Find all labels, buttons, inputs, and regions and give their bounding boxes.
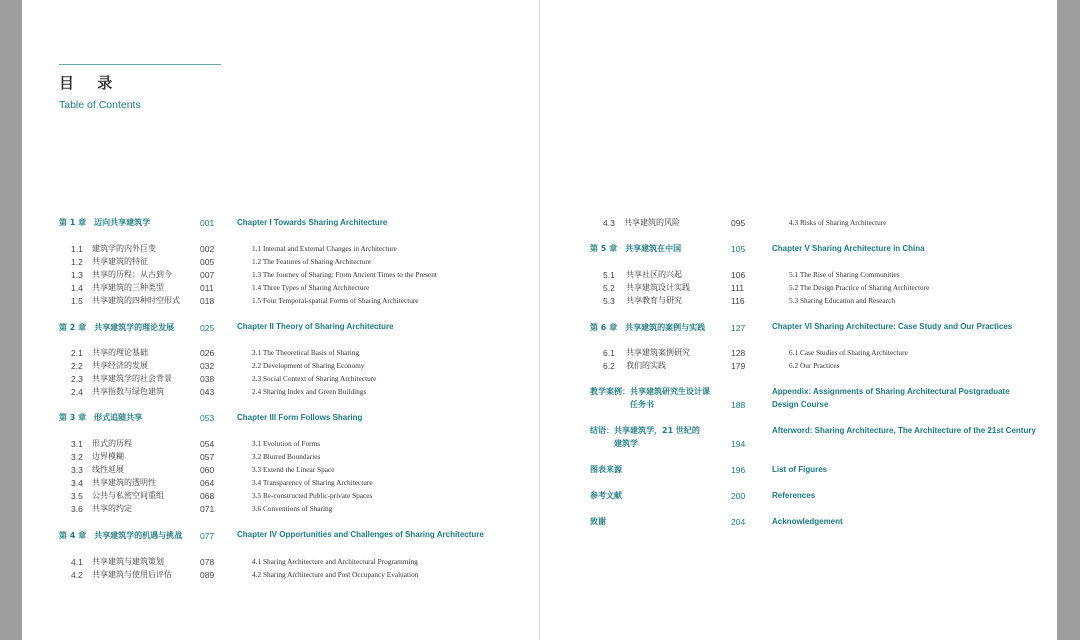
acknowledgement-title-cn[interactable]: 致谢 <box>590 517 606 526</box>
section-title-cn[interactable]: 共享建筑设计实践 <box>626 283 690 292</box>
section-title-en[interactable]: 4.3 Risks of Sharing Architecture <box>789 218 887 227</box>
chapter-title-en[interactable]: Chapter IV Opportunities and Challenges of Sharing Architecture <box>237 530 484 539</box>
book-spine <box>539 0 540 640</box>
section-title-cn[interactable]: 共享建筑的特征 <box>92 257 148 266</box>
chapter-page: 127 <box>731 323 746 333</box>
section-title-en[interactable]: 5.2 The Design Practice of Sharing Architecture <box>789 283 930 292</box>
acknowledgement-page: 204 <box>731 517 746 527</box>
chapter-title-en[interactable]: Chapter I Towards Sharing Architecture <box>237 218 388 227</box>
references-page: 200 <box>731 491 746 501</box>
section-title-en[interactable]: 5.3 Sharing Education and Research <box>789 296 895 305</box>
section-page: 011 <box>200 283 214 293</box>
afterword-title-cn-line2[interactable]: 建筑学 <box>614 439 638 448</box>
afterword-page: 194 <box>731 439 746 449</box>
left-page <box>22 0 539 640</box>
title-rule <box>59 64 221 65</box>
section-title-cn[interactable]: 共享经济的发展 <box>92 361 148 370</box>
section-title-en[interactable]: 3.2 Blurred Boundaries <box>252 452 321 461</box>
chapter-title-en[interactable]: Chapter V Sharing Architecture in China <box>772 244 925 253</box>
appendix-title-en-line2[interactable]: Design Course <box>772 400 829 409</box>
section-title-en[interactable]: 4.2 Sharing Architecture and Post Occupancy Evaluation <box>252 570 419 579</box>
section-title-cn[interactable]: 公共与私密空间重组 <box>92 491 164 500</box>
section-page: 018 <box>200 296 215 306</box>
section-number: 3.4 <box>71 478 83 488</box>
section-page: 089 <box>200 570 215 580</box>
section-page: 116 <box>731 296 745 306</box>
section-title-cn[interactable]: 共享建筑学的社会背景 <box>92 374 172 383</box>
section-number: 4.1 <box>71 557 83 567</box>
section-title-en[interactable]: 6.2 Our Practices <box>789 361 840 370</box>
section-title-en[interactable]: 2.4 Sharing Index and Green Buildings <box>252 387 367 396</box>
left-gutter <box>0 0 22 640</box>
section-title-cn[interactable]: 建筑学的内外巨变 <box>92 244 156 253</box>
section-page: 095 <box>731 218 746 228</box>
chapter-page: 001 <box>200 218 215 228</box>
section-title-cn[interactable]: 共享指数与绿色建筑 <box>92 387 164 396</box>
section-title-cn[interactable]: 边界模糊 <box>92 452 124 461</box>
chapter-page: 025 <box>200 323 215 333</box>
section-title-en[interactable]: 2.1 The Theoretical Basis of Sharing <box>252 348 360 357</box>
section-title-cn[interactable]: 共享建筑的风险 <box>624 218 680 227</box>
section-title-cn[interactable]: 共享建筑的三种类型 <box>92 283 164 292</box>
chapter-page: 053 <box>200 413 215 423</box>
section-number: 1.2 <box>71 257 83 267</box>
chapter-title-cn[interactable]: 第 5 章 共享建筑在中国 <box>590 244 682 253</box>
section-title-en[interactable]: 1.3 The Journey of Sharing: From Ancient Times to the Present <box>252 270 437 279</box>
section-page: 007 <box>200 270 215 280</box>
section-title-en[interactable]: 1.5 Four Temporal-spatial Forms of Sharing Architecture <box>252 296 419 305</box>
section-page: 179 <box>731 361 746 371</box>
section-title-en[interactable]: 3.4 Transparency of Sharing Architecture <box>252 478 373 487</box>
section-number: 2.1 <box>71 348 83 358</box>
section-title-cn[interactable]: 共享建筑与使用后评估 <box>92 570 172 579</box>
chapter-title-cn[interactable]: 第 1 章 迈向共享建筑学 <box>59 218 151 227</box>
section-number: 5.2 <box>603 283 615 293</box>
chapter-page: 077 <box>200 531 215 541</box>
section-title-en[interactable]: 2.3 Social Context of Sharing Architecture <box>252 374 377 383</box>
section-title-cn[interactable]: 共享建筑的透明性 <box>92 478 156 487</box>
section-title-cn[interactable]: 形式的历程 <box>92 439 132 448</box>
chapter-title-cn[interactable]: 第 2 章 共享建筑学的理论发展 <box>59 323 175 332</box>
appendix-page: 188 <box>731 400 746 410</box>
figures-title-cn[interactable]: 图表来源 <box>590 465 622 474</box>
afterword-title-en[interactable]: Afterword: Sharing Architecture, The Architecture of the 21st Century <box>772 426 1036 435</box>
section-title-en[interactable]: 3.5 Re-constructed Public-private Spaces <box>252 491 373 500</box>
section-page: 005 <box>200 257 215 267</box>
section-page: 032 <box>200 361 215 371</box>
chapter-title-cn[interactable]: 第 3 章 形式追随共享 <box>59 413 143 422</box>
chapter-title-en[interactable]: Chapter II Theory of Sharing Architecture <box>237 322 394 331</box>
section-page: 060 <box>200 465 215 475</box>
section-number: 1.1 <box>71 244 83 254</box>
section-title-cn[interactable]: 共享的历程：从古到今 <box>92 270 172 279</box>
section-number: 3.2 <box>71 452 83 462</box>
section-title-en[interactable]: 2.2 Development of Sharing Economy <box>252 361 365 370</box>
section-page: 043 <box>200 387 215 397</box>
section-page: 038 <box>200 374 215 384</box>
section-number: 3.3 <box>71 465 83 475</box>
section-title-en[interactable]: 6.1 Case Studies of Sharing Architecture <box>789 348 908 357</box>
appendix-title-cn-line2[interactable]: 任务书 <box>630 400 654 409</box>
figures-title-en[interactable]: List of Figures <box>772 465 828 474</box>
section-number: 5.1 <box>603 270 615 280</box>
appendix-title-cn[interactable]: 教学案例：共享建筑研究生设计课 <box>590 387 710 396</box>
section-number: 4.2 <box>71 570 83 580</box>
section-page: 057 <box>200 452 215 462</box>
figures-page: 196 <box>731 465 746 475</box>
section-title-cn[interactable]: 共享教育与研究 <box>626 296 682 305</box>
section-page: 068 <box>200 491 215 501</box>
chapter-title-en[interactable]: Chapter III Form Follows Sharing <box>237 413 363 422</box>
section-title-en[interactable]: 1.1 Internal and External Changes in Architecture <box>252 244 397 253</box>
section-title-cn[interactable]: 共享社区的兴起 <box>626 270 682 279</box>
section-number: 2.2 <box>71 361 83 371</box>
section-title-cn[interactable]: 线性延展 <box>92 465 124 474</box>
section-title-cn[interactable]: 共享的理论基础 <box>92 348 148 357</box>
right-gutter <box>1057 0 1080 640</box>
section-title-cn[interactable]: 共享建筑案例研究 <box>626 348 690 357</box>
section-number: 5.3 <box>603 296 615 306</box>
section-title-en[interactable]: 1.4 Three Types of Sharing Architecture <box>252 283 370 292</box>
appendix-title-en[interactable]: Appendix: Assignments of Sharing Architectural Postgraduate <box>772 387 1010 396</box>
section-page: 106 <box>731 270 746 280</box>
section-title-cn[interactable]: 共享建筑的四种时空形式 <box>92 296 180 305</box>
section-number: 1.5 <box>71 296 83 306</box>
section-title-en[interactable]: 3.1 Evolution of Forms <box>252 439 321 448</box>
section-number: 3.5 <box>71 491 83 501</box>
chapter-title-en[interactable]: Chapter VI Sharing Architecture: Case Study and Our Practices <box>772 322 1013 331</box>
section-title-en[interactable]: 4.1 Sharing Architecture and Architectural Programming <box>252 557 418 566</box>
section-title-en[interactable]: 3.3 Extend the Linear Space <box>252 465 335 474</box>
chapter-title-cn[interactable]: 第 6 章 共享建筑的案例与实践 <box>590 323 706 332</box>
afterword-title-cn[interactable]: 结语：共享建筑学，21 世纪的 <box>590 426 700 435</box>
right-page <box>540 0 1057 640</box>
section-number: 6.2 <box>603 361 615 371</box>
section-page: 128 <box>731 348 746 358</box>
acknowledgement-title-en[interactable]: Acknowledgement <box>772 517 843 526</box>
section-number: 2.4 <box>71 387 83 397</box>
section-title-cn[interactable]: 共享建筑与建筑策划 <box>92 557 164 566</box>
page-title-en: Table of Contents <box>59 99 141 111</box>
section-number: 1.4 <box>71 283 83 293</box>
section-title-en[interactable]: 1.2 The Features of Sharing Architecture <box>252 257 372 266</box>
section-page: 002 <box>200 244 215 254</box>
chapter-title-cn[interactable]: 第 4 章 共享建筑学的机遇与挑战 <box>59 531 183 540</box>
section-title-en[interactable]: 3.6 Conventions of Sharing <box>252 504 333 513</box>
section-page: 071 <box>200 504 215 514</box>
references-title-en[interactable]: References <box>772 491 816 500</box>
section-number: 6.1 <box>603 348 615 358</box>
section-page: 026 <box>200 348 215 358</box>
section-page: 064 <box>200 478 215 488</box>
section-page: 054 <box>200 439 215 449</box>
section-number: 4.3 <box>603 218 615 228</box>
references-title-cn[interactable]: 参考文献 <box>590 491 622 500</box>
section-title-cn[interactable]: 我们的实践 <box>626 361 666 370</box>
page-title-cn: 目 录 <box>59 74 122 92</box>
section-number: 2.3 <box>71 374 83 384</box>
section-number: 3.6 <box>71 504 83 514</box>
section-title-cn[interactable]: 共享的约定 <box>92 504 132 513</box>
section-number: 3.1 <box>71 439 83 449</box>
section-number: 1.3 <box>71 270 83 280</box>
section-title-en[interactable]: 5.1 The Rise of Sharing Communities <box>789 270 900 279</box>
chapter-page: 105 <box>731 244 746 254</box>
section-page: 111 <box>731 283 744 293</box>
section-page: 078 <box>200 557 215 567</box>
